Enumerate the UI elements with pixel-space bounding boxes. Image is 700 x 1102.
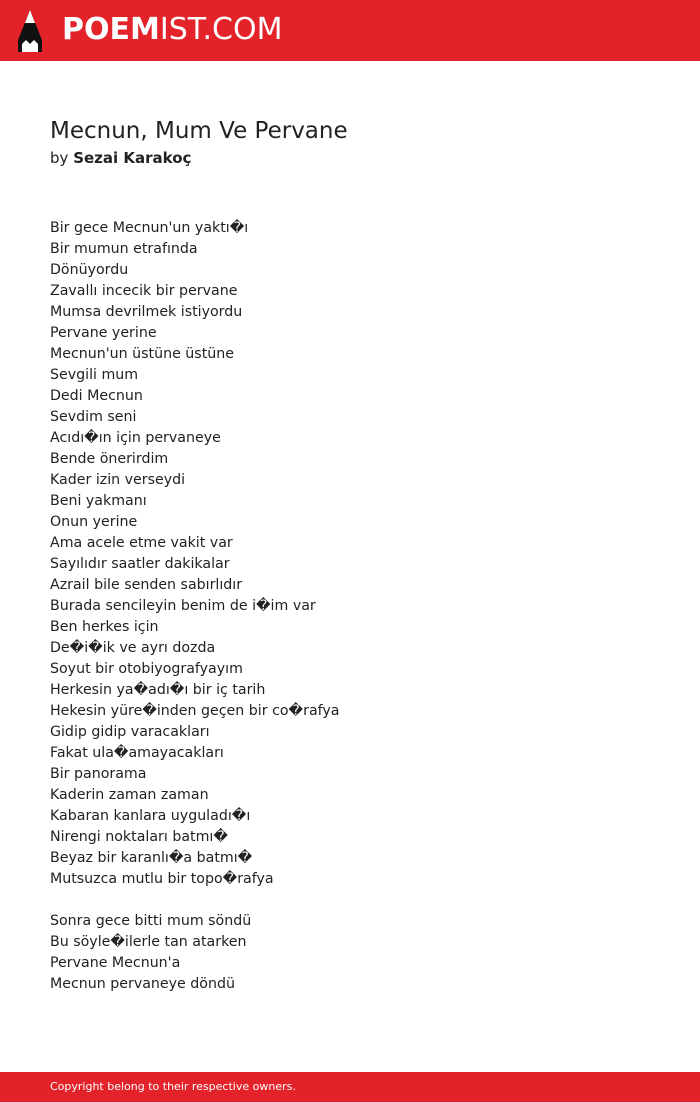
poem-line: Acıdı�ın için pervaneye: [50, 430, 221, 446]
poem-line: Kader izin verseydi: [50, 472, 186, 488]
poem-line: Herkesin ya�adı�ı bir iç tarih: [50, 682, 266, 698]
poem-stanza: [50, 218, 670, 890]
poem-line: Bir gece Mecnun'un yaktı�ı: [50, 220, 249, 236]
poem-line: Bende önerirdim: [50, 451, 169, 467]
poem-line: Mumsa devrilmek istiyordu: [50, 304, 243, 320]
poem-line: Onun yerine: [50, 514, 138, 530]
poem-line: Ama acele etme vakit var: [50, 535, 233, 551]
poem-line: Nirengi noktaları batmı�: [50, 829, 228, 845]
poem-line: Mecnun pervaneye döndü: [50, 976, 235, 992]
poem-line: Bir mumun etrafında: [50, 241, 198, 257]
poem-line: Kabaran kanlara uyguladı�ı: [50, 808, 251, 824]
poem-line: Hekesin yüre�inden geçen bir co�rafya: [50, 703, 340, 719]
copyright-text: Copyright belong to their respective owners.: [50, 1080, 296, 1093]
by-label: by: [50, 149, 69, 167]
site-logo[interactable]: [62, 12, 282, 48]
poem-line: Sonra gece bitti mum söndü: [50, 913, 252, 929]
poem-line: Dönüyordu: [50, 262, 129, 278]
poem-line: Bu söyle�ilerle tan atarken: [50, 934, 247, 950]
poem-line: Beyaz bir karanlı�a batmı�: [50, 850, 253, 866]
logo-bold-text: POEM: [62, 12, 160, 47]
poem-line: Burada sencileyin benim de i�im var: [50, 598, 316, 614]
author-name[interactable]: Sezai Karakoç: [73, 149, 192, 167]
poem-line: Zavallı incecik bir pervane: [50, 283, 238, 299]
poem-line: Kaderin zaman zaman: [50, 787, 209, 803]
poem-stanza: [50, 911, 670, 995]
poem-line: Pervane yerine: [50, 325, 157, 341]
poem-line: Dedi Mecnun: [50, 388, 143, 404]
poem-line: Gidip gidip varacakları: [50, 724, 210, 740]
poem-line: Sevdim seni: [50, 409, 137, 425]
poem-line: Ben herkes için: [50, 619, 159, 635]
byline: [50, 148, 191, 168]
poem-line: Soyut bir otobiyografyayım: [50, 661, 243, 677]
poem-line: Sevgili mum: [50, 367, 139, 383]
site-footer: [0, 1072, 700, 1102]
poem-line: Beni yakmanı: [50, 493, 147, 509]
poem-line: De�i�ik ve ayrı dozda: [50, 640, 216, 656]
poem-line: Azrail bile senden sabırlıdır: [50, 577, 243, 593]
poem-body: [50, 218, 670, 1016]
poem-line: Mutsuzca mutlu bir topo�rafya: [50, 871, 274, 887]
poem-title: Mecnun, Mum Ve Pervane: [50, 118, 348, 144]
poem-line: Bir panorama: [50, 766, 147, 782]
logo-light-text: IST.COM: [159, 12, 283, 47]
poem-line: Mecnun'un üstüne üstüne: [50, 346, 234, 362]
poem-line: Fakat ula�amayacakları: [50, 745, 224, 761]
poem-line: Sayılıdır saatler dakikalar: [50, 556, 230, 572]
poem-line: Pervane Mecnun'a: [50, 955, 181, 971]
pencil-tip-icon[interactable]: [18, 10, 42, 52]
site-header: [0, 0, 700, 61]
